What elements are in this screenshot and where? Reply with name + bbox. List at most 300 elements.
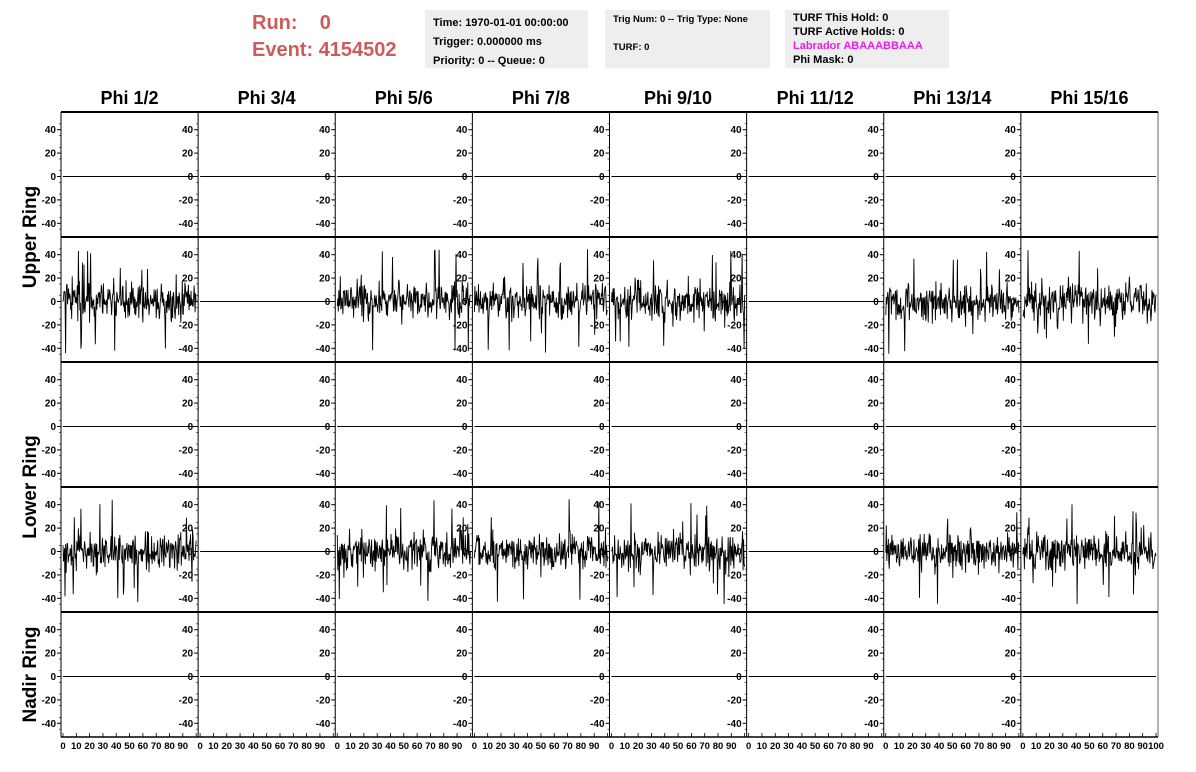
ytick-label: 40 <box>730 125 742 137</box>
ytick-label: -20 <box>590 570 605 582</box>
ytick-label: 40 <box>730 625 742 637</box>
ytick-label: 40 <box>1004 625 1016 637</box>
ytick-label: 0 <box>461 672 468 683</box>
xtick-label: 70 <box>288 741 299 752</box>
ytick-label: -20 <box>315 445 331 457</box>
ytick-label: 0 <box>187 172 194 183</box>
ytick-label: 20 <box>182 148 194 160</box>
ytick-label: -20 <box>452 570 468 582</box>
ytick-label: 40 <box>730 500 742 512</box>
ytick-label: 40 <box>593 250 605 262</box>
xtick-label: 90 <box>1000 741 1011 752</box>
ytick-label: -40 <box>1001 593 1016 605</box>
ytick-label: -20 <box>864 320 879 332</box>
xtick-label: 50 <box>535 741 547 752</box>
xtick-label: 0 <box>1020 741 1026 752</box>
ytick-label: 40 <box>456 375 468 387</box>
ytick-label: -20 <box>590 445 605 457</box>
ytick-label: 0 <box>736 172 742 183</box>
ytick-label: 0 <box>736 672 742 683</box>
column-header-3: Phi 5/6 <box>374 88 433 108</box>
ytick-label: 0 <box>50 172 56 183</box>
ytick-label: -40 <box>315 468 331 480</box>
ytick-label: 20 <box>867 148 879 160</box>
ytick-label: 40 <box>456 625 468 637</box>
ytick-label: -20 <box>1001 695 1016 707</box>
ytick-label: 40 <box>1004 500 1016 512</box>
xtick-label: 20 <box>769 741 781 752</box>
ytick-label: 40 <box>867 125 879 137</box>
ytick-label: 20 <box>44 523 56 535</box>
event-label: Event: <box>252 39 314 61</box>
ytick-label: 40 <box>730 375 742 387</box>
ytick-label: 20 <box>319 523 331 535</box>
ytick-label: -20 <box>727 445 742 457</box>
ytick-label: 0 <box>1010 672 1016 683</box>
xtick-label: 10 <box>1030 741 1042 752</box>
ytick-label: -40 <box>590 343 605 355</box>
ytick-label: -40 <box>1001 343 1016 355</box>
ytick-label: 40 <box>182 125 194 137</box>
ytick-label: 40 <box>456 250 468 262</box>
ytick-label: -20 <box>41 195 56 207</box>
ytick-label: 20 <box>593 273 605 285</box>
xtick-label: 30 <box>371 741 383 752</box>
xtick-label: 80 <box>164 741 175 752</box>
ytick-label: 40 <box>593 625 605 637</box>
ytick-label: 0 <box>736 422 742 433</box>
xtick-label: 60 <box>960 741 971 752</box>
ytick-label: 0 <box>461 297 468 308</box>
ytick-label: 40 <box>319 250 331 262</box>
xtick-label: 60 <box>548 741 560 752</box>
xtick-label: 90 <box>177 741 189 752</box>
ytick-label: -40 <box>727 468 742 480</box>
ytick-label: -40 <box>590 468 605 480</box>
ytick-label: 40 <box>319 500 331 512</box>
ytick-label: -40 <box>41 718 56 730</box>
column-header-8: Phi 15/16 <box>1050 88 1129 108</box>
xtick-label: 0 <box>608 741 615 752</box>
xtick-label: 40 <box>659 741 671 752</box>
xtick-label: 40 <box>110 741 122 752</box>
ytick-label: -20 <box>590 320 605 332</box>
priority-text: Priority: 0 -- Queue: 0 <box>433 55 545 67</box>
ytick-label: -40 <box>1001 718 1016 730</box>
ytick-label: 40 <box>1004 250 1016 262</box>
xtick-label: 0 <box>197 741 203 752</box>
ytick-label: 40 <box>182 500 194 512</box>
xtick-label: 70 <box>836 741 848 752</box>
ytick-label: 0 <box>873 422 879 433</box>
xtick-label: 70 <box>973 741 985 752</box>
ytick-label: -20 <box>1001 195 1016 207</box>
ytick-label: 40 <box>319 125 331 137</box>
ytick-label: -40 <box>41 218 56 230</box>
xtick-label: 30 <box>1057 741 1069 752</box>
ytick-label: -20 <box>727 695 742 707</box>
ytick-label: 0 <box>873 172 879 183</box>
xtick-label: 0 <box>60 741 66 752</box>
waveform-r2-c5 <box>612 251 745 348</box>
ytick-label: -20 <box>315 695 331 707</box>
ytick-label: 20 <box>730 523 742 535</box>
ytick-label: 20 <box>44 273 56 285</box>
ytick-label: -20 <box>452 445 468 457</box>
ring-label-nadir-ring: Nadir Ring <box>20 626 41 723</box>
xtick-label: 70 <box>699 741 710 752</box>
ytick-label: -40 <box>41 468 56 480</box>
ytick-label: -40 <box>315 718 331 730</box>
ytick-label: 40 <box>593 125 605 137</box>
ytick-label: 20 <box>867 273 879 285</box>
ytick-label: 20 <box>730 648 742 660</box>
waveform-r2-c4 <box>474 249 607 352</box>
time-text: Time: 1970-01-01 00:00:00 <box>433 17 569 29</box>
ytick-label: 20 <box>1004 273 1016 285</box>
xtick-label: 10 <box>482 741 493 752</box>
xtick-label: 50 <box>947 741 958 752</box>
waveform-r4-c5 <box>612 503 745 604</box>
xtick-label: 30 <box>97 741 109 752</box>
ytick-label: -40 <box>41 593 56 605</box>
turf-text: TURF: 0 <box>613 42 650 53</box>
xtick-label: 40 <box>522 741 533 752</box>
ytick-label: 0 <box>1010 297 1016 308</box>
waveform-r4-c4 <box>474 499 607 602</box>
ytick-label: 0 <box>873 297 879 308</box>
ytick-label: -20 <box>315 570 331 582</box>
column-header-1: Phi 1/2 <box>100 88 159 108</box>
ytick-label: -20 <box>178 570 194 582</box>
ytick-label: -20 <box>864 695 879 707</box>
ytick-label: -20 <box>590 695 605 707</box>
ytick-label: 20 <box>867 648 879 660</box>
xtick-label: 50 <box>1084 741 1095 752</box>
ytick-label: 40 <box>182 375 194 387</box>
ytick-label: -40 <box>315 343 331 355</box>
ytick-label: -20 <box>452 195 468 207</box>
ytick-label: -20 <box>315 320 331 332</box>
xtick-label: 90 <box>726 741 737 752</box>
ytick-label: -20 <box>41 445 56 457</box>
xtick-label: 20 <box>84 741 95 752</box>
ytick-label: 20 <box>182 648 194 660</box>
xtick-label: 20 <box>1044 741 1055 752</box>
ytick-label: 20 <box>593 148 605 160</box>
ytick-label: -20 <box>1001 445 1016 457</box>
waveform-r2-c8 <box>1023 250 1156 344</box>
xtick-label: 40 <box>796 741 808 752</box>
ytick-label: 20 <box>44 398 56 410</box>
ytick-label: -40 <box>178 343 194 355</box>
ytick-label: 40 <box>867 625 879 637</box>
ytick-label: 20 <box>1004 523 1016 535</box>
ytick-label: 40 <box>593 500 605 512</box>
xtick-label: 10 <box>345 741 356 752</box>
xtick-label: 40 <box>1070 741 1082 752</box>
ytick-label: -40 <box>452 718 468 730</box>
ytick-label: 0 <box>598 172 605 183</box>
ytick-label: -40 <box>1001 218 1016 230</box>
xtick-label: 30 <box>783 741 794 752</box>
ytick-label: 20 <box>730 273 742 285</box>
ytick-label: 0 <box>598 297 605 308</box>
ytick-label: 40 <box>1004 375 1016 387</box>
ytick-label: 0 <box>50 422 56 433</box>
ytick-label: 20 <box>456 148 468 160</box>
ytick-label: 20 <box>456 523 468 535</box>
xtick-label: 10 <box>208 741 219 752</box>
ring-label-lower-ring: Lower Ring <box>20 435 41 539</box>
ytick-label: -20 <box>864 445 879 457</box>
xtick-label: 50 <box>809 741 821 752</box>
xtick-label: 20 <box>632 741 644 752</box>
xtick-label: 60 <box>274 741 286 752</box>
ytick-label: -40 <box>452 593 468 605</box>
ytick-label: -40 <box>864 593 879 605</box>
turf-this-hold-text: TURF This Hold: 0 <box>793 12 889 24</box>
ytick-label: 20 <box>182 273 194 285</box>
xtick-label: 50 <box>672 741 684 752</box>
xtick-label: 60 <box>823 741 834 752</box>
ytick-label: 20 <box>593 398 605 410</box>
ytick-label: 40 <box>867 500 879 512</box>
ytick-label: -40 <box>590 218 605 230</box>
xtick-label: 100 <box>1148 741 1164 752</box>
xtick-label: 50 <box>261 741 272 752</box>
waveform-r4-c8 <box>1023 504 1156 604</box>
ytick-label: 20 <box>44 648 56 660</box>
ytick-label: 40 <box>867 250 879 262</box>
xtick-label: 80 <box>575 741 587 752</box>
ytick-label: -20 <box>178 445 194 457</box>
ytick-label: -40 <box>727 343 742 355</box>
ytick-label: -40 <box>452 218 468 230</box>
xtick-label: 90 <box>863 741 874 752</box>
xtick-label: 90 <box>451 741 463 752</box>
ytick-label: 0 <box>736 297 742 308</box>
ytick-label: 20 <box>319 273 331 285</box>
ytick-label: 40 <box>319 375 331 387</box>
event-value: 4154502 <box>318 39 397 61</box>
run-value: 0 <box>319 12 331 34</box>
ytick-label: -40 <box>452 468 468 480</box>
ytick-label: -40 <box>178 468 194 480</box>
waveform-r4-c3 <box>337 500 470 601</box>
xtick-label: 40 <box>248 741 259 752</box>
ytick-label: -20 <box>727 570 742 582</box>
ytick-label: 0 <box>873 672 879 683</box>
ytick-label: 40 <box>182 625 194 637</box>
xtick-label: 80 <box>986 741 998 752</box>
ytick-label: 0 <box>187 297 194 308</box>
xtick-label: 30 <box>509 741 520 752</box>
ytick-label: -20 <box>864 570 879 582</box>
xtick-label: 20 <box>495 741 507 752</box>
xtick-label: 70 <box>1110 741 1122 752</box>
ytick-label: -20 <box>727 195 742 207</box>
waveform-r4-c7 <box>886 512 1019 603</box>
xtick-label: 10 <box>893 741 905 752</box>
xtick-label: 0 <box>745 741 752 752</box>
xtick-label: 90 <box>1137 741 1148 752</box>
xtick-label: 20 <box>221 741 233 752</box>
ytick-label: 20 <box>456 398 468 410</box>
ytick-label: 40 <box>867 375 879 387</box>
column-header-5: Phi 9/10 <box>644 88 713 108</box>
ytick-label: 20 <box>182 523 194 535</box>
ytick-label: 0 <box>187 672 194 683</box>
xtick-label: 30 <box>646 741 657 752</box>
ytick-label: 0 <box>50 547 56 558</box>
ytick-label: 20 <box>867 398 879 410</box>
xtick-label: 0 <box>883 741 889 752</box>
ytick-label: 20 <box>730 398 742 410</box>
xtick-label: 30 <box>920 741 931 752</box>
xtick-label: 70 <box>150 741 162 752</box>
ytick-label: 20 <box>182 398 194 410</box>
ytick-label: -40 <box>178 218 194 230</box>
ytick-label: 0 <box>1010 422 1016 433</box>
xtick-label: 80 <box>1124 741 1135 752</box>
labrador-text: Labrador ABAAABBAAA <box>793 40 923 52</box>
ytick-label: 0 <box>461 422 468 433</box>
ytick-label: 20 <box>319 148 331 160</box>
ytick-label: 40 <box>182 250 194 262</box>
waveform-r4-c1 <box>63 500 196 602</box>
ytick-label: 40 <box>456 500 468 512</box>
ytick-label: -20 <box>41 695 56 707</box>
xtick-label: 80 <box>438 741 450 752</box>
xtick-label: 50 <box>398 741 410 752</box>
ytick-label: 20 <box>1004 148 1016 160</box>
column-header-7: Phi 13/14 <box>913 88 992 108</box>
xtick-label: 60 <box>137 741 149 752</box>
ytick-label: 20 <box>593 648 605 660</box>
ytick-label: 0 <box>50 297 56 308</box>
xtick-label: 30 <box>234 741 246 752</box>
waveform-r2-c1 <box>63 251 196 353</box>
xtick-label: 50 <box>124 741 135 752</box>
xtick-label: 20 <box>358 741 370 752</box>
ytick-label: 0 <box>461 172 468 183</box>
xtick-label: 80 <box>712 741 724 752</box>
ytick-label: 20 <box>456 648 468 660</box>
ytick-label: 40 <box>44 625 56 637</box>
xtick-label: 60 <box>411 741 423 752</box>
ytick-label: 0 <box>324 172 331 183</box>
ytick-label: 0 <box>187 547 194 558</box>
ytick-label: -40 <box>590 718 605 730</box>
ytick-label: 20 <box>44 148 56 160</box>
ytick-label: 40 <box>1004 125 1016 137</box>
ytick-label: 0 <box>324 672 331 683</box>
ytick-label: 40 <box>44 125 56 137</box>
ytick-label: -20 <box>1001 570 1016 582</box>
xtick-label: 40 <box>385 741 396 752</box>
ytick-label: -40 <box>727 218 742 230</box>
ytick-label: 20 <box>867 523 879 535</box>
ytick-label: -40 <box>315 593 331 605</box>
ytick-label: -40 <box>178 593 194 605</box>
ytick-label: -20 <box>727 320 742 332</box>
ytick-label: -20 <box>178 320 194 332</box>
ytick-label: -20 <box>1001 320 1016 332</box>
ytick-label: 40 <box>456 125 468 137</box>
ytick-label: 40 <box>319 625 331 637</box>
ytick-label: 40 <box>593 375 605 387</box>
ytick-label: -40 <box>590 593 605 605</box>
xtick-label: 80 <box>301 741 312 752</box>
ytick-label: 0 <box>324 547 331 558</box>
xtick-label: 0 <box>471 741 478 752</box>
waveform-r2-c3 <box>337 250 470 351</box>
ytick-label: -20 <box>452 695 468 707</box>
ytick-label: -20 <box>590 195 605 207</box>
ytick-label: 20 <box>1004 648 1016 660</box>
ytick-label: 20 <box>1004 398 1016 410</box>
ytick-label: -40 <box>1001 468 1016 480</box>
ytick-label: 0 <box>324 297 331 308</box>
ytick-label: -40 <box>864 718 879 730</box>
ytick-label: 20 <box>319 648 331 660</box>
ytick-label: -40 <box>178 718 194 730</box>
xtick-label: 20 <box>907 741 918 752</box>
ytick-label: 20 <box>730 148 742 160</box>
ytick-label: 0 <box>736 547 742 558</box>
ytick-label: 0 <box>873 547 879 558</box>
ytick-label: 40 <box>730 250 742 262</box>
ytick-label: -40 <box>864 218 879 230</box>
ytick-label: -40 <box>864 468 879 480</box>
turf-active-holds-text: TURF Active Holds: 0 <box>793 26 905 38</box>
xtick-label: 60 <box>686 741 697 752</box>
trigger-text: Trigger: 0.000000 ms <box>433 36 542 48</box>
ytick-label: -20 <box>178 195 194 207</box>
xtick-label: 90 <box>588 741 600 752</box>
xtick-label: 90 <box>314 741 326 752</box>
ytick-label: -20 <box>864 195 879 207</box>
waveform-r2-c7 <box>886 252 1019 354</box>
xtick-label: 60 <box>1097 741 1109 752</box>
column-header-6: Phi 11/12 <box>776 88 854 108</box>
ytick-label: 0 <box>598 547 605 558</box>
ytick-label: -40 <box>727 718 742 730</box>
ring-label-upper-ring: Upper Ring <box>20 185 41 289</box>
ytick-label: 0 <box>598 422 605 433</box>
xtick-label: 10 <box>71 741 82 752</box>
ytick-label: -20 <box>41 320 56 332</box>
ytick-label: -40 <box>727 593 742 605</box>
ytick-label: -20 <box>178 695 194 707</box>
ytick-label: -20 <box>452 320 468 332</box>
ytick-label: 40 <box>44 375 56 387</box>
xtick-label: 10 <box>619 741 631 752</box>
xtick-label: 10 <box>756 741 768 752</box>
ytick-label: 0 <box>461 547 468 558</box>
xtick-label: 70 <box>425 741 436 752</box>
ytick-label: 0 <box>598 672 605 683</box>
ytick-label: -20 <box>315 195 331 207</box>
column-header-2: Phi 3/4 <box>237 88 296 108</box>
xtick-label: 70 <box>562 741 573 752</box>
ytick-label: 0 <box>324 422 331 433</box>
ytick-label: 0 <box>187 422 194 433</box>
trig-num-text: Trig Num: 0 -- Trig Type: None <box>613 14 748 25</box>
column-header-4: Phi 7/8 <box>511 88 570 108</box>
ytick-label: 20 <box>593 523 605 535</box>
